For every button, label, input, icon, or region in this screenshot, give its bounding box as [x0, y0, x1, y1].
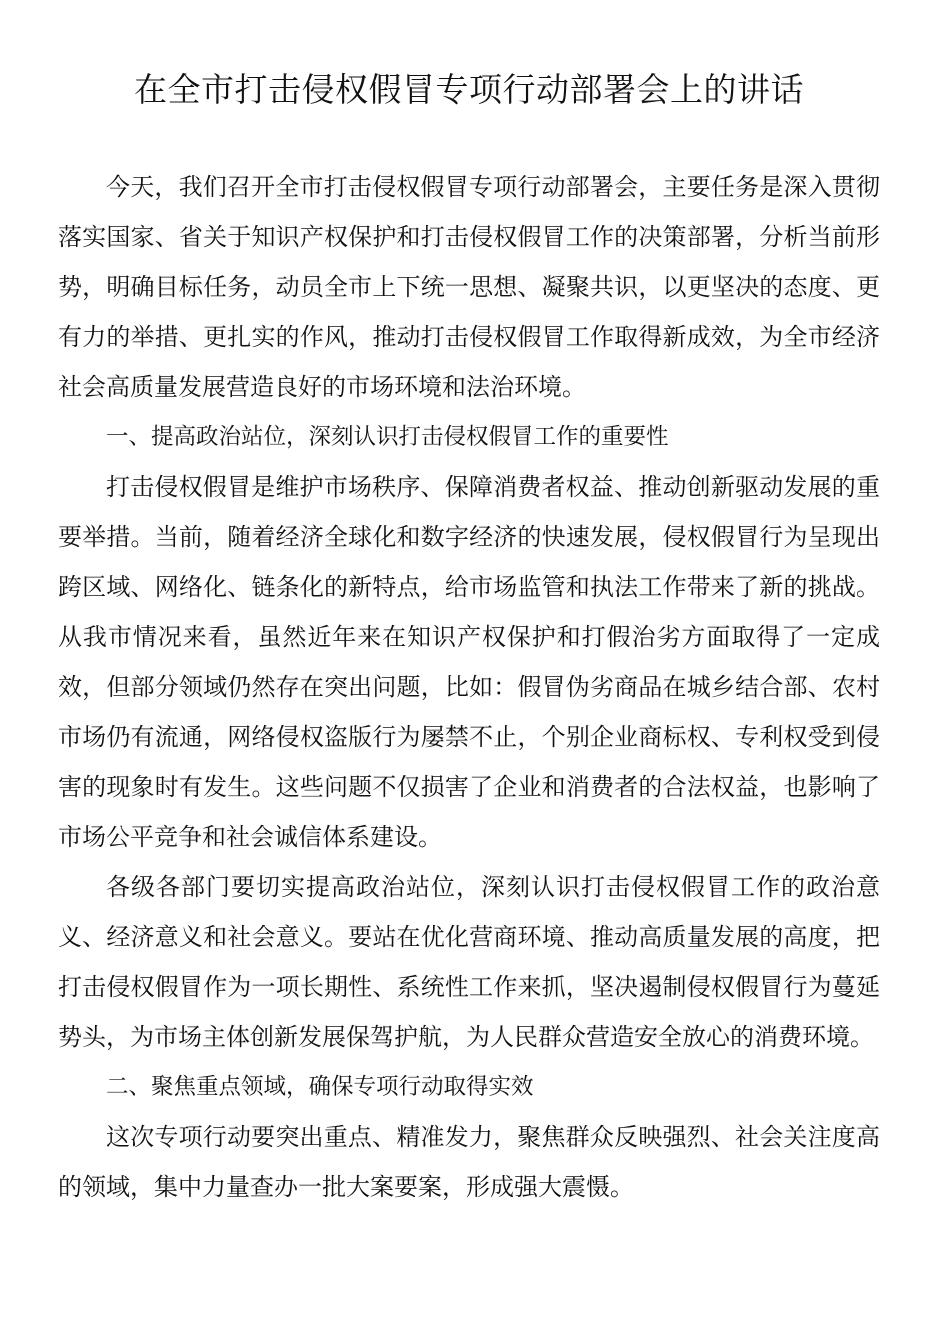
- section-heading-2: 二、聚焦重点领域，确保专项行动取得实效: [106, 1074, 534, 1100]
- paragraph-2-1: 这次专项行动要突出重点、精准发力，聚焦群众反映强烈、社会关注度高的领域，集中力量查办一批大案要案，形成强大震慑。: [58, 1123, 880, 1201]
- paragraph-1-1: 打击侵权假冒是维护市场秩序、保障消费者权益、推动创新驱动发展的重要举措。当前，随着经济全球化和数字经济的快速发展，侵权假冒行为呈现出跨区域、网络化、链条化的新特点，给市场监管和执法工作带来了新的挑战。从我市情况来看，虽然近年来在知识产权保护和打假治劣方面取得了一定成效，但部分领域仍然存在突出问题，比如：假冒伪劣商品在城乡结合部、农村市场仍有流通，网络侵权盗版行为屡禁不止，个别企业商标权、专利权受到侵害的现象时有发生。这些问题不仅损害了企业和消费者的合法权益，也影响了市场公平竞争和社会诚信体系建设。: [58, 473, 880, 851]
- paragraph-1-2: 各级各部门要切实提高政治站位，深刻认识打击侵权假冒工作的政治意义、经济意义和社会意义。要站在优化营商环境、推动高质量发展的高度，把打击侵权假冒作为一项长期性、系统性工作来抓，坚决遏制侵权假冒行为蔓延势头，为市场主体创新发展保驾护航，为人民群众营造安全放心的消费环境。: [58, 873, 880, 1051]
- document-body: [58, 162, 880, 1212]
- paragraph-intro: 今天，我们召开全市打击侵权假冒专项行动部署会，主要任务是深入贯彻落实国家、省关于知识产权保护和打击侵权假冒工作的决策部署，分析当前形势，明确目标任务，动员全市上下统一思想、凝聚共识，以更坚决的态度、更有力的举措、更扎实的作风，推动打击侵权假冒工作取得新成效，为全市经济社会高质量发展营造良好的市场环境和法治环境。: [58, 173, 880, 401]
- document-title: 在全市打击侵权假冒专项行动部署会上的讲话: [134, 70, 804, 109]
- section-heading-1: 一、提高政治站位，深刻认识打击侵权假冒工作的重要性: [106, 424, 669, 450]
